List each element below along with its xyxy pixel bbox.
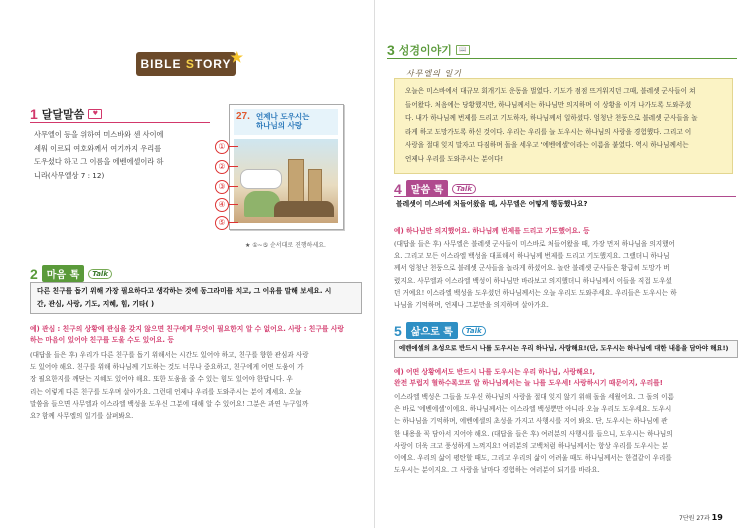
lesson-card (229, 104, 344, 230)
page-label: 7단원 27과 (679, 515, 710, 522)
body-line: 장 필요한지를 깨닫는 지혜도 있어야 해요. 또한 도움을 줄 수 있는 힘도 있어야 한답니다. 우 (30, 375, 293, 384)
section-1-title (30, 106, 102, 122)
diary-line: 다. 내가 하나님께 번제를 드리고 기도하자, 하나님께서 일하셨다. 엄청난 천둥으로 블레셋 군사들을 놀 (405, 114, 698, 122)
bible-icon: 📖 (456, 45, 470, 55)
section-4-rule (394, 196, 736, 197)
section-3-rule (387, 58, 737, 59)
section-5-number: 5 (394, 322, 402, 339)
card-header (234, 109, 338, 135)
body-line: (대답을 들은 후) 우리가 다른 친구를 돕기 위해서는 시간도 있어야 하고, 친구를 향한 관심과 사랑 (30, 351, 309, 359)
section-3-title (387, 42, 470, 58)
logo-text-accent: S (185, 57, 195, 71)
diary-line: 들어왔다. 처음에는 당황했지만, 하나님께서는 하나님만 의지하며 이 상황을 이겨 나가도록 도와주셨 (405, 100, 692, 109)
talk-badge: Talk (452, 184, 476, 194)
diary-line: 라게 하고 도망가도록 하신 것이다. 우리는 우리를 늘 도우시는 하나님의 사랑을 경험했다. 그리고 이 (405, 127, 692, 136)
connector-line (228, 222, 238, 223)
answer-line: 하는 마음이 있어야 친구를 도울 수도 있어요. 등 (30, 336, 174, 344)
body-line: 렸지요. 사무엘과 이스라엘 백성이 하나님만 바라보고 의지했더니 하나님께서 이들을 직접 도우셨 (394, 276, 672, 285)
section-2-question (37, 285, 357, 311)
book-icon: ♥ (88, 109, 102, 119)
diary-title: 사무엘의 일기 (406, 69, 462, 78)
logo-text-post: TORY (194, 57, 232, 71)
section-5-answer (394, 367, 736, 389)
body-line: 요? 함께 사무엘의 일기를 살펴봐요. (30, 412, 134, 421)
body-line: 리는 이렇게 다른 친구를 도우며 살아가요. 그런데 언제나 우리를 도와주시는 분이 계세요. 오늘 (30, 387, 302, 396)
body-line: 던 거예요! 이스라엘 백성을 도우셨던 하나님께서는 오늘 우리도 도와주세요. 우리들은 도우시는 하 (394, 288, 677, 297)
step-4-marker: ④ (215, 198, 229, 212)
section-2-label: 마음 톡 (42, 265, 84, 282)
connector-line (228, 146, 238, 147)
answer-line: 예) 관심 : 친구의 상황에 관심을 갖지 않으면 친구에게 무엇이 필요한지 알 수 없어요. 사랑 : 친구를 사랑 (30, 325, 344, 333)
body-line: 도우시는 분이지요. 그 사랑을 날마다 경험하는 여러분이 되기를 바라요. (394, 466, 600, 475)
body-line: 께서 엄청난 천둥으로 블레셋 군사들을 놀라게 하셨어요. 놀란 블레셋 군사들은 황급히 도망가 버 (394, 264, 670, 273)
body-line: 이에요. 우리의 삶이 평탄할 때도, 그리고 우리의 삶이 어려울 때도 하나님께서는 한결같이 우리를 (394, 454, 672, 463)
step-2-marker: ② (215, 160, 229, 174)
section-4-answer: 예) 하나님만 의지했어요. 하나님께 번제를 드리고 기도했어요. 등 (394, 227, 590, 235)
section-1-verse (34, 128, 214, 182)
verse-line: 사무엘이 등을 위하여 미스바와 센 사이에 (34, 130, 164, 139)
diary-line: 언제나 우리를 도와주시는 분이다! (405, 154, 504, 163)
connector-line (228, 204, 238, 205)
card-illustration (234, 139, 338, 223)
section-1-number: 1 (30, 106, 38, 122)
section-3-number: 3 (387, 42, 395, 58)
body-line: 요. 그리고 모든 이스라엘 백성을 대표해서 하나님께 번제를 드리고 기도했지요. 그랬더니 하나님 (394, 252, 670, 261)
order-note: ★ ①~⑤ 순서대로 진행하세요. (245, 242, 326, 249)
body-line: 도 있어야 해요. 친구를 위해 하나님께 기도하는 것도 너무나 중요하고, 친구에게 어떤 도움이 가 (30, 363, 304, 372)
body-line: 말씀을 들으면 사무엘과 이스라엘 백성을 도우신 그분에 대해 알 수 있어요! 그분은 과연 누구일까 (30, 399, 309, 408)
body-line: 이스라엘 백성은 그들을 도우신 하나님의 사랑을 절대 잊지 않기 위해 돌을 세웠어요. 그 돌의 이름 (394, 393, 674, 401)
star-icon: ★ (230, 49, 244, 65)
diary-box (394, 78, 733, 174)
question-line: 간, 관심, 사랑, 기도, 지혜, 힘, 기타( ) (37, 300, 155, 308)
section-5-question: 에벤에셀의 초성으로 반드시 나를 도우시는 우리 하나님, 사랑해요!(단, 도우시는 하나님에 대한 내용을 담아야 해요!) (399, 344, 729, 352)
card-title-line: 언제나 도우시는 (256, 112, 310, 121)
body-line: 은 바로 '에벤에셀'이에요. 하나님께서는 이스라엘 백성뿐만 아니라 오늘 우리도 도우세요. 도우시 (394, 405, 672, 414)
step-5-marker: ⑤ (215, 216, 229, 230)
section-5-label: 삶으로 톡 (406, 322, 458, 339)
page-footer (679, 513, 723, 522)
section-2-number: 2 (30, 265, 38, 282)
section-3-label: 성경이야기 (398, 44, 452, 57)
crowd (274, 201, 334, 217)
card-title-line: 하나님의 사랑 (256, 121, 303, 130)
section-5-question-box (394, 340, 738, 358)
section-2-body (30, 349, 364, 422)
connector-line (228, 166, 238, 167)
section-2-question-box (30, 282, 362, 314)
diary-line: 오늘은 미스바에서 대규모 회개기도 운동을 벌였다. 기도가 점점 뜨거워지던 그때, 블레셋 군사들이 쳐 (405, 87, 696, 95)
answer-line: 완전 부럽지 혈하수록코프 알 하나님께서는 늘 나를 도우세! 사랑하시기 때문이지, 우리를! (394, 379, 663, 387)
step-1-marker: ① (215, 140, 229, 154)
section-5-title (394, 322, 486, 339)
diary-line: 사랑을 절대 잊지 말자고 다짐하며 돌을 세우고 '에벤에셀'이라는 이름을 붙였다. 역시 하나님께서는 (405, 141, 689, 149)
section-2-answer (30, 324, 364, 346)
verse-line: 세워 이르되 여호와께서 여기까지 우리를 (34, 143, 162, 153)
talk-badge: Talk (462, 326, 486, 336)
body-line: (대답을 들은 후) 사무엘은 블레셋 군사들이 미스바로 처들어왔을 때, 가장 먼저 하나님을 의지했어 (394, 240, 675, 248)
page-number: 19 (711, 513, 723, 522)
section-5-body (394, 391, 736, 476)
talk-badge: Talk (88, 269, 112, 279)
verse-line: 니라(사무엘상 7 : 12) (34, 170, 105, 180)
step-3-marker: ③ (215, 180, 229, 194)
verse-line: 도우셨다 하고 그 이름을 에벤에셀이라 하 (34, 157, 164, 166)
logo-text-pre: BIBLE (140, 57, 186, 71)
body-line: 나님을 기억하며, 언제나 그분만을 의지하며 살아가요. (394, 301, 549, 310)
answer-line: 예) 어떤 상황에서도 반드시 나를 도우시는 우리 하나님, 사랑해요!, (394, 368, 596, 376)
card-title (256, 112, 336, 130)
body-line: 사랑이 더욱 크고 풍성하게 느껴지요! 여러분의 고백처럼 하나님께서는 항상 우리를 도우시는 분 (394, 441, 669, 450)
connector-line (228, 186, 238, 187)
speech-bubble (240, 169, 282, 189)
section-4-title (394, 180, 476, 197)
section-4-label: 말씀 톡 (406, 180, 448, 197)
card-number: 27. (236, 111, 250, 122)
section-1-rule (30, 122, 210, 123)
section-4-body (394, 238, 736, 311)
body-line: 는 하나님을 기억하며, 에벤에셀의 초성을 가지고 사행시를 지어 봐요. 단, 도우시는 하나님에 관 (394, 417, 668, 426)
question-line: 다른 친구를 돕기 위해 가장 필요하다고 생각하는 것에 동그라미를 치고, 그 이유를 말해 보세요. 시 (37, 287, 332, 295)
body-line: 한 내용을 꼭 담아서 지어야 해요. (대답을 들은 후) 여러분의 사행시를 들으니, 도우시는 하나님의 (394, 429, 673, 438)
section-1-label: 달달말씀 (41, 108, 85, 121)
section-2-title (30, 265, 112, 282)
section-4-number: 4 (394, 180, 402, 197)
bible-story-logo (136, 49, 244, 76)
section-4-question: 블레셋이 미스바에 처들어왔을 때, 사무엘은 어떻게 행동했나요? (396, 200, 588, 208)
diary-text (405, 85, 725, 166)
